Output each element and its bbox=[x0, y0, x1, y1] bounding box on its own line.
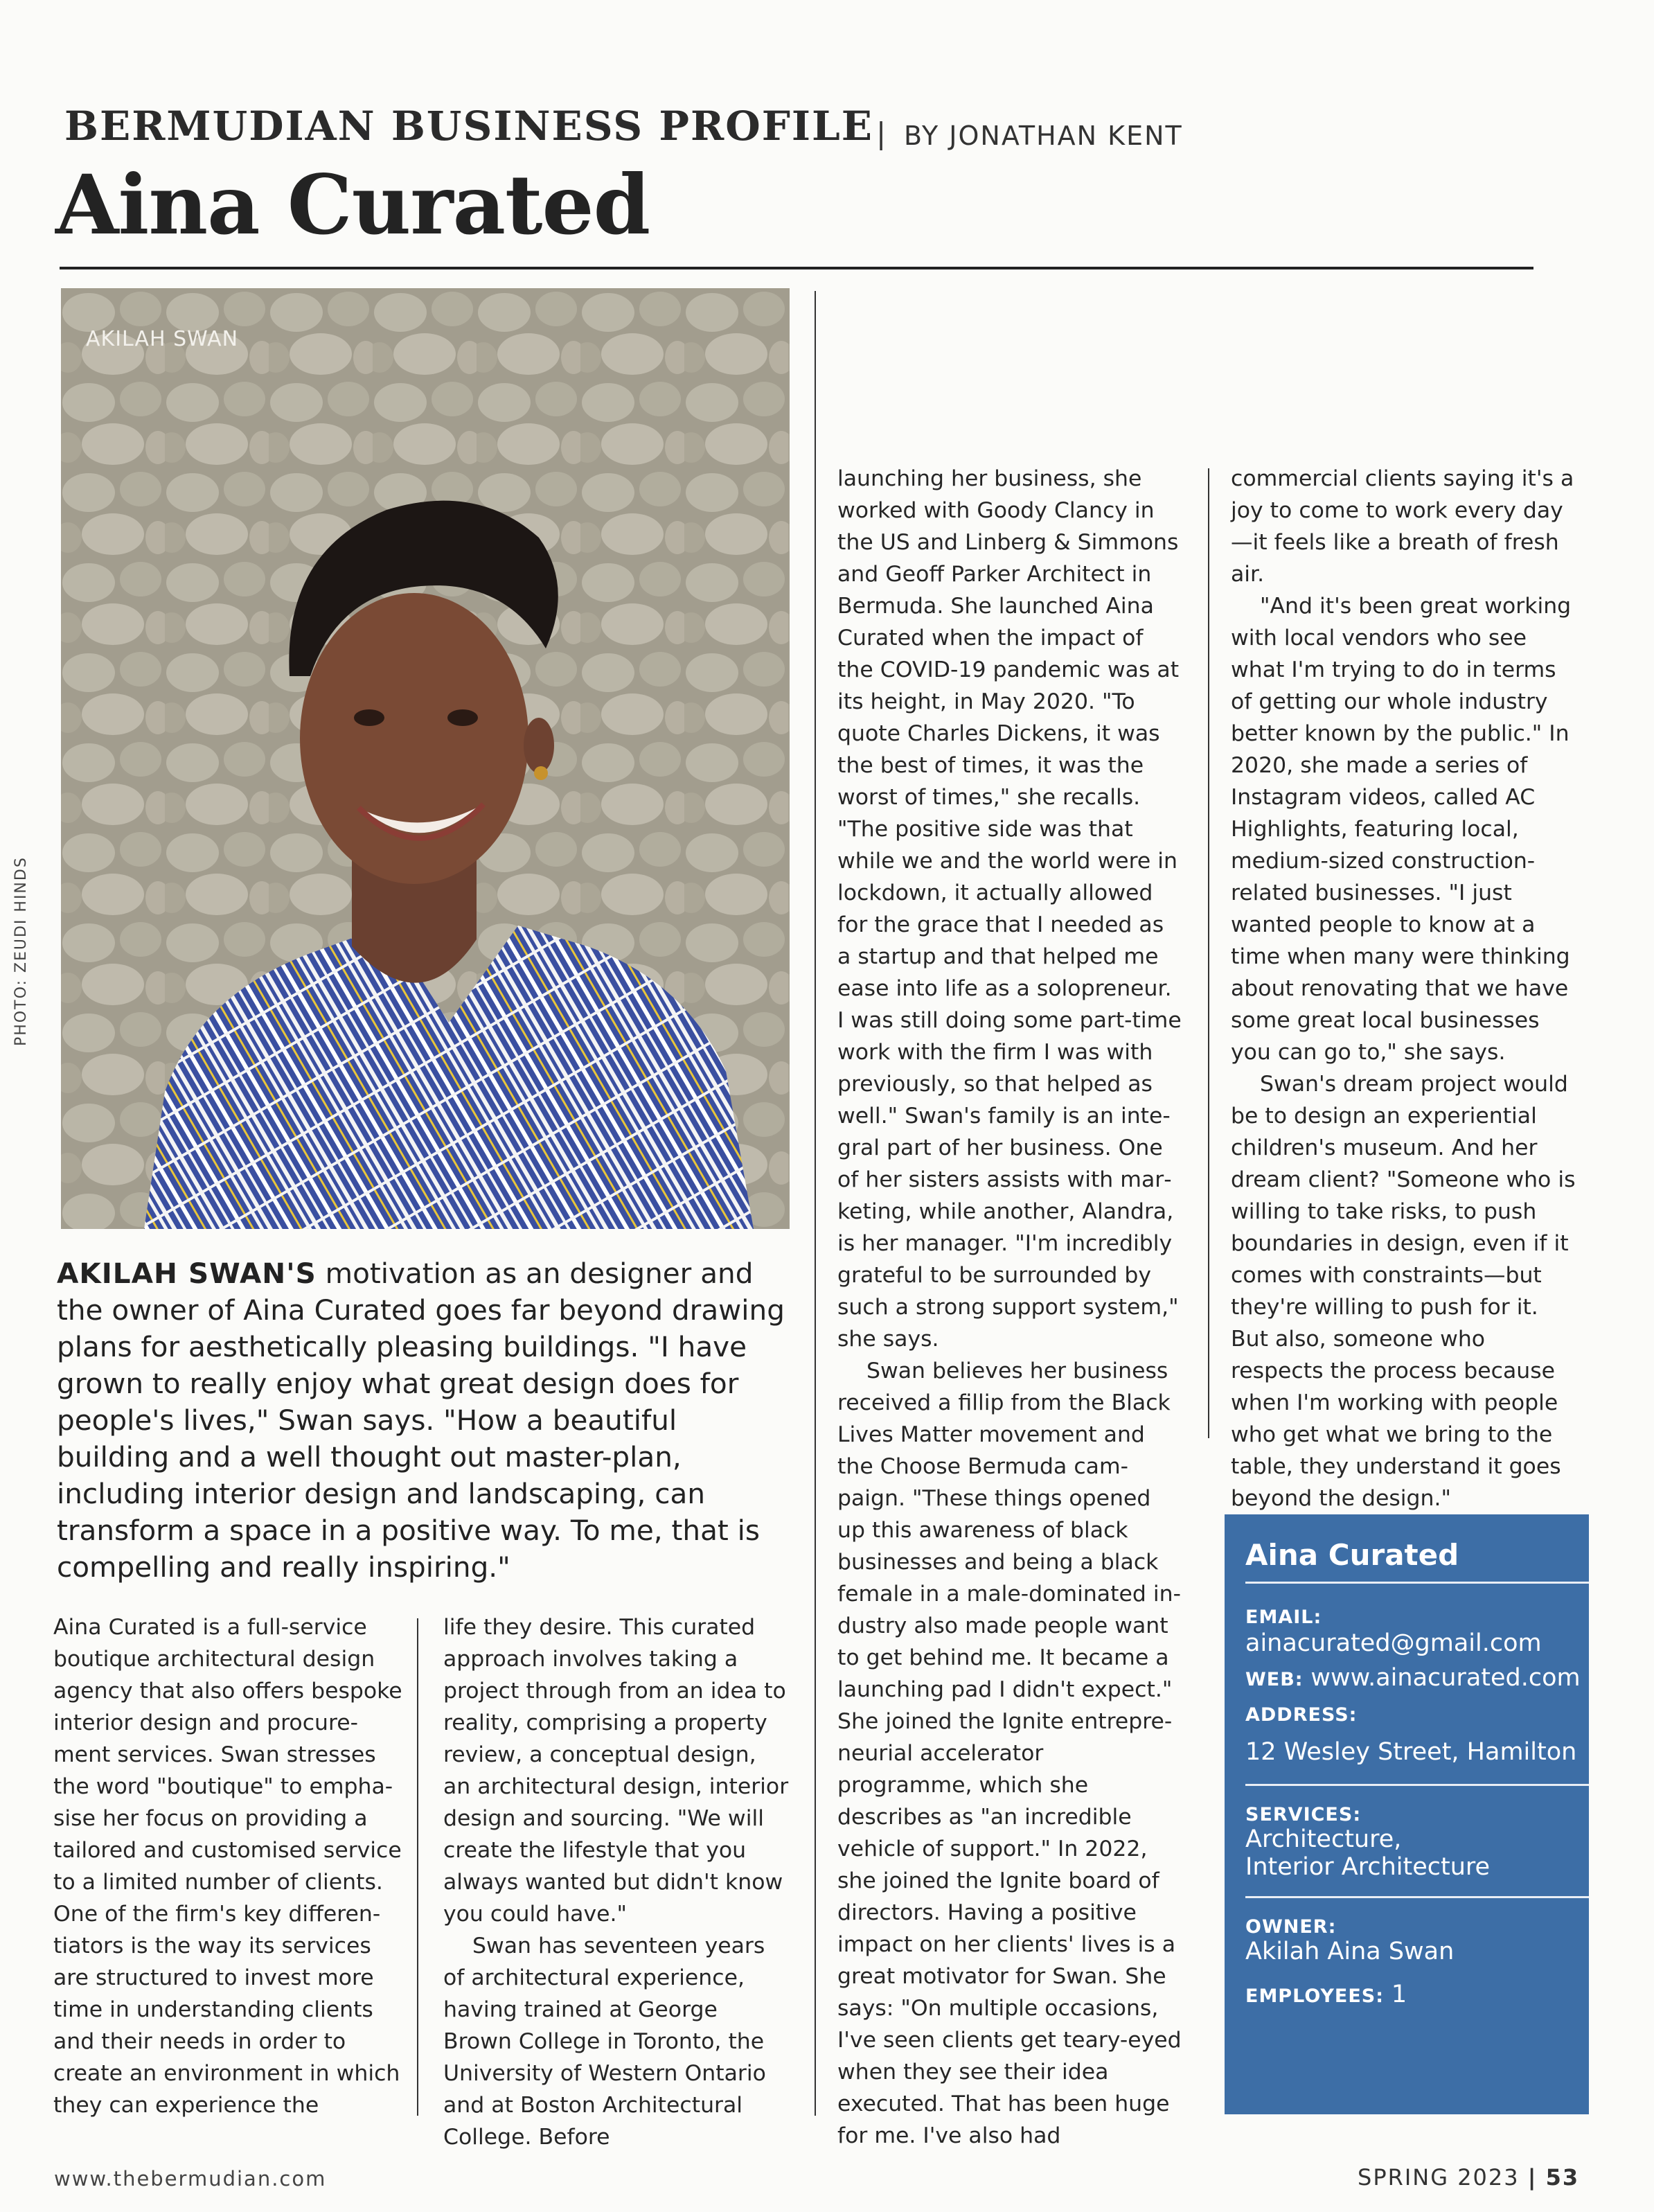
body-paragraph: Swan's dream project would be to design an experiential children's museum. And her dream client? "Someone who is willing to take risks, to push boundaries in design, even if it comes with constraints—but they're willing to push for it. But also, someone who respects the process because when I'm working with people who get what we bring to the table, they understand it goes beyond the design." bbox=[1231, 1072, 1576, 1511]
employees-label: EMPLOYEES: bbox=[1245, 1985, 1385, 2007]
footer-website: www.thebermudian.com bbox=[54, 2167, 327, 2191]
page-number: 53 bbox=[1545, 2164, 1580, 2191]
employees-value: 1 bbox=[1391, 1981, 1407, 2008]
web-value[interactable]: www.ainacurated.com bbox=[1310, 1664, 1581, 1692]
body-paragraph: Swan believes her business received a fillip from the Black Lives Matter movement and the Choose Bermuda campaign. "These things opened up this awareness of black businesses and being a black female in a male-dominated industry also made people want to get behind me. It became a launching pad I didn't expect." She joined the Ignite entrepreneurial accelerator programme, which she describes as "an incredible vehicle of support." In 2022, she joined the Ignite board of directors. Having a positive impact on her clients' lives is a great motivator for Swan. She says: "On multiple occasions, I've seen clients get teary-eyed when they see their idea executed. That has been huge for me. I've also had bbox=[837, 1359, 1182, 2148]
infobox-owner bbox=[1245, 1916, 1589, 1965]
intro-lead: AKILAH SWAN'S bbox=[57, 1257, 317, 1290]
body-paragraph: Aina Curated is a full-service boutique architectural design agency that also offers bespoke interior design and procurement services. Swan stresses the word "boutique" to emphasise her focus on providing a tailored and customised service to a limited number of clients. One of the firm's key differentiators is the way its services are structured to invest more time in understanding clients and their needs in order to create an environment in which they can experience the bbox=[53, 1615, 402, 2118]
section-kicker: BERMUDIAN BUSINESS PROFILE bbox=[64, 103, 874, 150]
infobox-rule bbox=[1245, 1582, 1589, 1584]
infobox-web bbox=[1245, 1664, 1589, 1692]
portrait-photo bbox=[61, 288, 790, 1229]
footer-issue bbox=[1358, 2164, 1579, 2191]
infobox-services bbox=[1245, 1804, 1589, 1881]
column-rule-right bbox=[1208, 468, 1209, 1438]
column-rule-body bbox=[417, 1618, 418, 2116]
services-label: SERVICES: bbox=[1245, 1804, 1362, 1825]
column-rule-photo bbox=[815, 291, 816, 2116]
address-value: 12 Wesley Street, Hamilton bbox=[1245, 1738, 1577, 1766]
intro-paragraph bbox=[57, 1255, 791, 1586]
byline: BY JONATHAN KENT bbox=[904, 121, 1183, 151]
header-rule bbox=[60, 267, 1533, 269]
photo-credit: PHOTO: ZEUDI HINDS bbox=[12, 856, 30, 1046]
body-paragraph: "And it's been great working with local vendors who see what I'm trying to do in terms of getting our whole industry better known by the public." In 2020, she made a series of Instagram videos, called AC Highlights, featuring local, medium-sized construction-related businesses. "I just wanted people to know at a time when many were thinking about renovating that we have some great local businesses you can go to," she says. bbox=[1231, 594, 1572, 1065]
address-label: ADDRESS: bbox=[1245, 1704, 1358, 1726]
body-paragraph: commercial clients saying it's a joy to come to work every day—it feels like a breath of fresh air. bbox=[1231, 466, 1574, 587]
kicker-separator: | bbox=[876, 116, 887, 150]
infobox-address bbox=[1245, 1704, 1589, 1766]
web-label: WEB: bbox=[1245, 1669, 1304, 1690]
body-column-1 bbox=[53, 1611, 407, 2121]
infobox-email bbox=[1245, 1602, 1589, 1657]
owner-label: OWNER: bbox=[1245, 1916, 1337, 1938]
body-paragraph: launching her business, she worked with Goody Clancy in the US and Linberg & Simmons and Geoff Parker Architect in Bermuda. She launched Aina Curated when the impact of the COVID-19 pandemic was at its height, in May 2020. "To quote Charles Dickens, it was the best of times, it was the worst of times," she recalls. "The positive side was that while we and the world were in lockdown, it actually allowed for the grace that I needed as a startup and that helped me ease into life as a solopreneur. I was still doing some part-time work with the firm I was with previously, so that helped as well." Swan's family is an integral part of her business. One of her sisters assists with marketing, while another, Alandra, is her manager. "I'm incredibly grateful to be surrounded by such a strong support system," she says. bbox=[837, 466, 1182, 1352]
issue-label: SPRING 2023 bbox=[1358, 2164, 1520, 2191]
infobox-rule bbox=[1245, 1896, 1589, 1898]
photo-caption: AKILAH SWAN bbox=[86, 327, 239, 351]
email-label: EMAIL: bbox=[1245, 1607, 1322, 1628]
infobox-rule bbox=[1245, 1784, 1589, 1786]
business-info-box bbox=[1225, 1514, 1589, 2114]
email-value[interactable]: ainacurated@gmail.com bbox=[1245, 1629, 1542, 1657]
intro-text: motivation as an designer and the owner of Aina Curated goes far beyond drawing plans for aesthetically pleasing buildings. "I have grown to really enjoy what great design does for people's lives," Swan says. "How a beautiful building and a well thought out master-plan, including interior design and landscaping, can transform a space in a positive way. To me, that is compelling and really inspiring." bbox=[57, 1257, 785, 1584]
services-value-2: Interior Architecture bbox=[1245, 1853, 1491, 1881]
body-column-4 bbox=[1231, 463, 1577, 1514]
body-column-3 bbox=[837, 463, 1184, 2152]
body-column-2 bbox=[443, 1611, 790, 2153]
infobox-title: Aina Curated bbox=[1245, 1538, 1459, 1572]
owner-value: Akilah Aina Swan bbox=[1245, 1938, 1455, 1965]
body-paragraph: Swan has seventeen years of architectural experience, having trained at George Brown College in Toronto, the University of Western Ontario and at Boston Architectural College. Before bbox=[443, 1934, 766, 2150]
infobox-employees bbox=[1245, 1981, 1589, 2008]
body-paragraph: life they desire. This curated approach involves taking a project through from an idea to reality, comprising a property review, a conceptual design, an architectural design, interior design and sourcing. "We will create the lifestyle that you always wanted but didn't know you could have." bbox=[443, 1615, 789, 1927]
services-value-1: Architecture, bbox=[1245, 1825, 1402, 1853]
footer-separator: | bbox=[1527, 2164, 1538, 2191]
article-title: Aina Curated bbox=[55, 157, 650, 253]
